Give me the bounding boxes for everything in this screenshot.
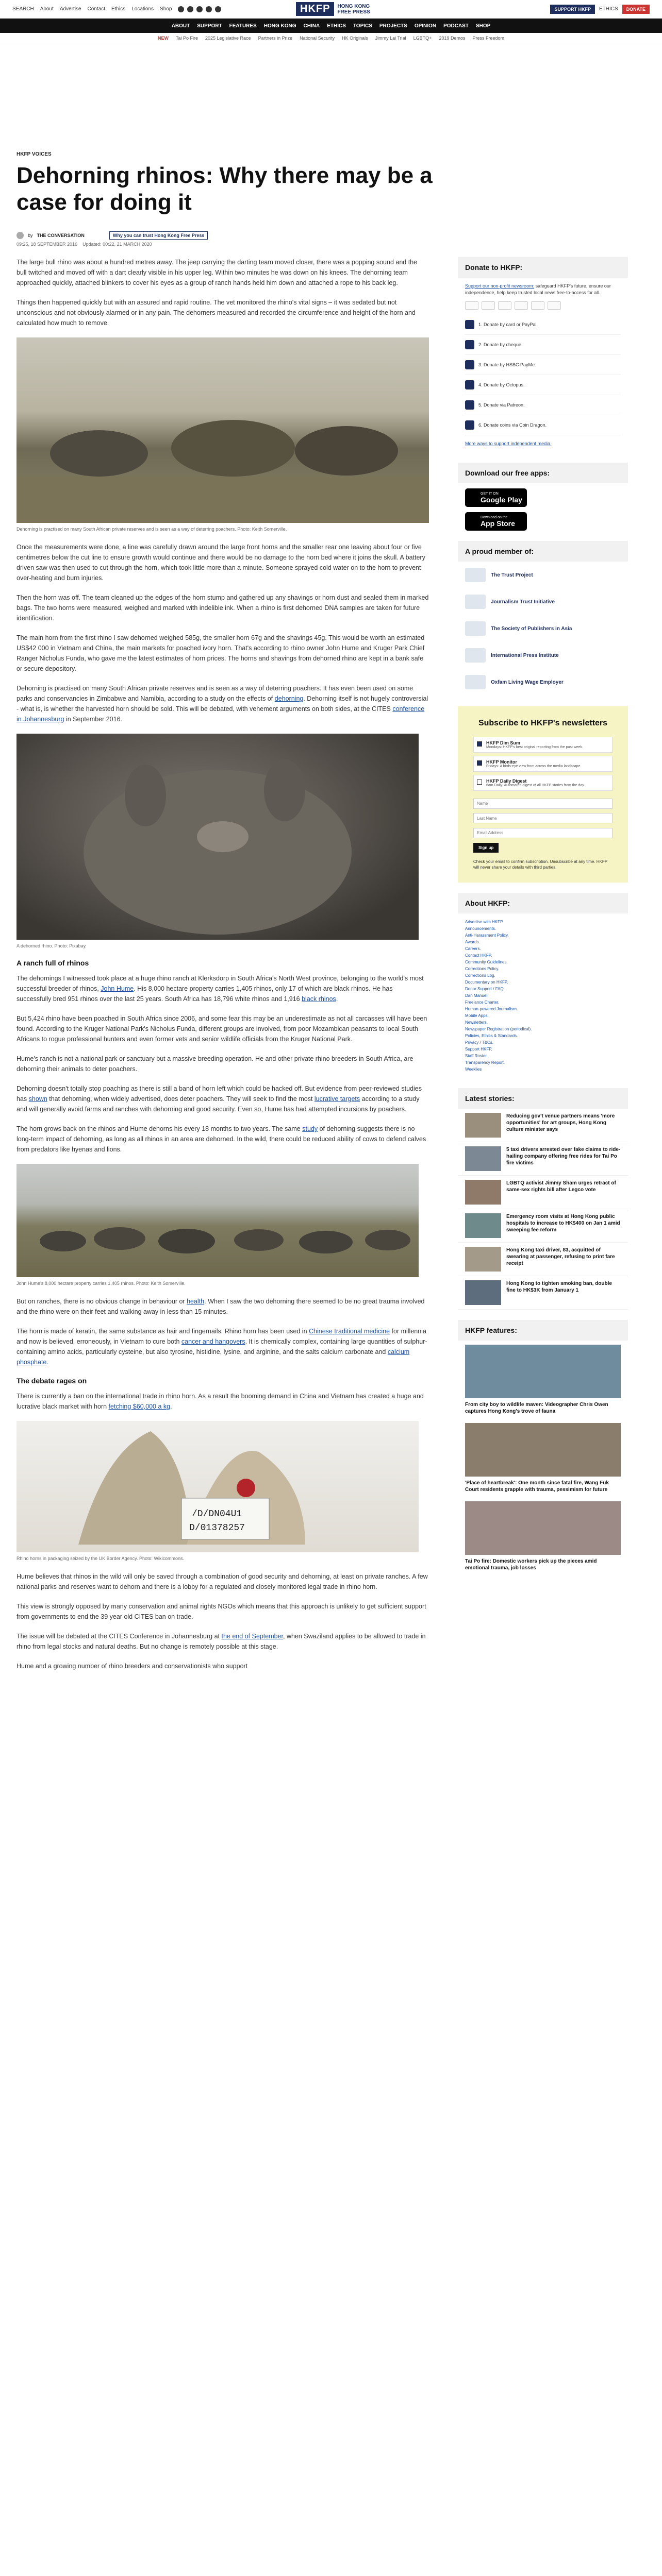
nav-shop[interactable]: SHOP (475, 23, 491, 29)
threads-icon[interactable] (215, 6, 221, 12)
text-run: according to a study and will generally avoid farms and ranches with dehorning and good security. Even so, Hume has had attempted incursions by poachers. (16, 1095, 420, 1113)
text-run: in September 2016. (64, 716, 123, 723)
about-item[interactable]: Privacy / T&Cs. (465, 1040, 493, 1045)
feature-title: 'Place of heartbreak': One month since fatal fire, Wang Fuk Court residents grapple with trauma, pessimism for future (465, 1480, 609, 1493)
name-input[interactable] (473, 799, 613, 809)
story-title: Emergency room visits at Hong Kong public hospitals to increase to HK$400 on Jan 1 amid sweeping fee reform (506, 1213, 620, 1233)
text-run: . (170, 1403, 172, 1410)
about-item[interactable]: Newsletters. (465, 1020, 488, 1025)
member-name: The Trust Project (491, 572, 533, 578)
about-block (458, 893, 628, 1078)
updated-date: Updated: 00:22, 21 MARCH 2020 (82, 242, 152, 247)
feature-title: From city boy to wildlife maven: Videographer Chris Owen captures Hong Kong's trove of fauna (465, 1401, 608, 1414)
more-ways-link[interactable]: More ways to support independent media. (465, 441, 552, 446)
nav-about[interactable]: ABOUT (171, 23, 190, 29)
donate-option[interactable] (465, 375, 621, 395)
member-name: The Society of Publishers in Asia (491, 625, 572, 632)
about-item[interactable]: Anti-Harassment Policy. (465, 933, 509, 938)
story-thumbnail (465, 1113, 501, 1138)
checkbox-checked[interactable] (477, 760, 482, 766)
horn-tag-line-1: /D/DN04U1 (192, 1509, 242, 1519)
author-avatar (16, 232, 24, 239)
about-item[interactable]: Advertise with HKFP. (465, 919, 504, 924)
newsletter-option[interactable] (473, 756, 613, 772)
study-link[interactable]: study (302, 1125, 318, 1132)
about-item[interactable]: Newspaper Registration (periodical). (465, 1026, 532, 1031)
member-name: Oxfam Living Wage Employer (491, 679, 564, 685)
latest-story[interactable] (458, 1276, 628, 1310)
content-layout (16, 257, 646, 1681)
applepay-icon (531, 301, 544, 310)
logo-line-1: HONG KONG (337, 3, 370, 9)
cancer-hangovers-link[interactable]: cancer and hangovers (181, 1338, 245, 1345)
about-item[interactable]: Corrections Policy. (465, 966, 500, 971)
subheading: A ranch full of rhinos (16, 959, 89, 967)
about-heading: About HKFP: (458, 893, 628, 913)
latest-story[interactable] (458, 1142, 628, 1176)
about-item[interactable]: Mobile Apps. (465, 1013, 489, 1018)
trending-item[interactable]: Partners in Prize (258, 35, 293, 41)
trending-item[interactable]: LGBTQ+ (413, 35, 432, 41)
donate-option[interactable] (465, 335, 621, 355)
black-rhinos-link[interactable]: black rhinos (302, 995, 336, 1003)
story-title: LGBTQ activist Jimmy Sham urges retract of same-sex rights bill after Legco vote (506, 1180, 616, 1193)
newsletter-desc: Mondays: HKFP's best original reporting from the past week. (486, 745, 584, 749)
about-item[interactable]: Support HKFP. (465, 1046, 492, 1052)
signup-button[interactable]: Sign up (473, 843, 499, 853)
apps-block (458, 463, 628, 531)
about-item[interactable]: Contact HKFP. (465, 953, 492, 958)
trust-project-logo (465, 568, 486, 582)
dehorned-rhino-image (16, 734, 419, 940)
paragraph (16, 973, 429, 1004)
article-title: Dehorning rhinos: Why there may be a case for doing it (16, 163, 433, 215)
story-title: Hong Kong taxi driver, 83, acquitted of swearing at passenger, refusing to print fare receipt (506, 1247, 615, 1266)
support-button[interactable]: SUPPORT HKFP (550, 5, 595, 14)
text-run: The issue will be debated at the CITES Conference in Johannesburg at (16, 1633, 222, 1640)
image-caption: A dehorned rhino. Photo: Pixabay. (16, 943, 87, 948)
lucrative-targets-link[interactable]: lucrative targets (314, 1095, 360, 1103)
nav-support[interactable]: SUPPORT (197, 23, 222, 29)
card-icon (465, 320, 474, 329)
herd-illustration (16, 1164, 419, 1277)
trending-item[interactable]: Jimmy Lai Trial (375, 35, 406, 41)
trending-nav (0, 33, 662, 43)
nav-china[interactable]: CHINA (303, 23, 320, 29)
by-label: by (28, 233, 33, 238)
member-name: International Press Institute (491, 652, 559, 658)
coin-icon (465, 420, 474, 430)
price-link[interactable]: fetching $60,000 a kg (108, 1403, 171, 1410)
text-run: . (46, 1359, 48, 1366)
feature-story[interactable] (458, 1497, 628, 1575)
trending-item[interactable]: 2025 Legislative Race (205, 35, 251, 41)
nav-hong-kong[interactable]: HONG KONG (263, 23, 296, 29)
features-block (458, 1320, 628, 1575)
paragraph: Hume believes that rhinos in the wild will only be saved through a combination of good security and dehorning, at least on private ranches. A few national parks and reserves want to dehorn and there is a lobby for a regulated and closely monitored legal trade in rhino horn. (16, 1573, 428, 1590)
donate-body (458, 278, 628, 452)
octopus-icon (465, 380, 474, 389)
donate-button[interactable]: DONATE (622, 5, 650, 14)
logo-line-2: FREE PRESS (337, 9, 370, 15)
top-bar (0, 0, 662, 19)
trending-item[interactable]: Tai Po Fire (175, 35, 198, 41)
latest-story[interactable] (458, 1109, 628, 1142)
about-list (458, 913, 628, 1078)
feature-story[interactable] (458, 1419, 628, 1497)
payment-icons (465, 301, 621, 310)
member-trust-project[interactable] (458, 562, 628, 588)
jti-logo (465, 595, 486, 609)
trending-item[interactable]: HK Originals (342, 35, 368, 41)
amex-icon (498, 301, 511, 310)
gp-big: Google Play (481, 495, 522, 504)
social-icons (178, 6, 221, 12)
john-hume-link[interactable]: John Hume (101, 985, 134, 992)
site-logo[interactable] (296, 2, 370, 16)
donate-option-label: 4. Donate by Octopus. (478, 382, 525, 387)
text-run: Dehorning doesn't totally stop poaching as there is still a band of horn left which could be hacked off. But evidence from peer-reviewed studies has (16, 1085, 422, 1103)
latest-heading: Latest stories: (458, 1088, 628, 1109)
latest-block (458, 1088, 628, 1310)
main-nav (0, 19, 662, 33)
donate-option[interactable] (465, 355, 621, 375)
image-caption: John Hume's 8,000 hectare property carries 1,405 rhinos. Photo: Keith Somerville. (16, 1281, 186, 1286)
story-thumbnail (465, 1213, 501, 1238)
text-run: The horn grows back on the rhinos and Hume dehorns his every 18 months to two years. The same (16, 1125, 303, 1132)
about-item[interactable]: Weeklies (465, 1066, 482, 1072)
newsletter-heading: Subscribe to HKFP's newsletters (478, 719, 608, 727)
ethics-button[interactable]: ETHICS (599, 6, 618, 12)
story-thumbnail (465, 1146, 501, 1171)
paragraph: Hume's ranch is not a national park or sanctuary but a massive breeding operation. He and other private rhino breeders in South Africa, are dehorning their animals to deter poachers. (16, 1055, 413, 1073)
about-item[interactable]: Staff Roster. (465, 1053, 488, 1058)
newsletter-option[interactable] (473, 775, 613, 791)
text-run: But on ranches, there is no obvious change in behaviour or (16, 1298, 187, 1305)
about-item[interactable]: Freelance Charter. (465, 999, 500, 1005)
ipi-logo (465, 648, 486, 663)
about-link[interactable]: About (40, 6, 54, 12)
last-name-input[interactable] (473, 813, 613, 823)
locations-link[interactable]: Locations (131, 6, 154, 12)
nav-topics[interactable]: TOPICS (353, 23, 372, 29)
instagram-icon[interactable] (196, 6, 203, 12)
latest-story[interactable] (458, 1209, 628, 1243)
text-run: , when Swaziland applies to be allowed to trade in rhino from legal stocks and natural deaths. But no change is remotely possible at this stage. (16, 1633, 426, 1650)
rhino-face-illustration (16, 734, 419, 940)
member-sopa[interactable] (458, 615, 628, 642)
paragraph: This view is strongly opposed by many conservation and animal rights NGOs which means that this approach is unlikely to get sufficient support from governments to end the 39 year old CITES ban on trade. (16, 1603, 426, 1620)
search-link[interactable]: SEARCH (12, 6, 34, 12)
app-store-button[interactable] (465, 512, 527, 531)
health-link[interactable]: health (187, 1298, 205, 1305)
paragraph (16, 1391, 429, 1412)
text-run: The dehornings I witnessed took place at a huge rhino ranch at Klerksdorp in South Africa's North West province, belonging to the world's most successful breeder of rhinos, (16, 975, 424, 992)
image-caption: Dehorning is practised on many South African private reserves and is seen as a way of deterring poachers. Photo: Keith Somerville. (16, 527, 287, 532)
text-run: Dehorning is practised on many South African private reserves and is seen as a way of deterring poachers. It has even been used on some parks and conservancies in Zimbabwe and Namibia, according to a study on the effects of (16, 685, 413, 702)
donate-text: safeguard HKFP's future, ensure our independence, help keep trusted local news free-to-access for all. (465, 283, 611, 295)
paragraph (16, 1124, 429, 1155)
paragraph (16, 1326, 429, 1367)
nav-ethics[interactable]: ETHICS (327, 23, 346, 29)
about-item[interactable]: Announcements. (465, 926, 496, 931)
end-of-september-link[interactable]: the end of September (221, 1633, 283, 1640)
advertise-link[interactable]: Advertise (59, 6, 81, 12)
text-run: The horn is made of keratin, the same substance as hair and fingernails. Rhino horn has been used in (16, 1328, 309, 1335)
about-item[interactable]: Corrections Log. (465, 973, 495, 978)
member-jti[interactable] (458, 588, 628, 615)
text-run: . It is chemically complex, containing large quantities of sulphur-containing amino acids, particularly cysteine, but also tyrosine, histidine, lysine, and arginine, and the salts calcium carbonate and (16, 1338, 427, 1355)
cheque-icon (465, 340, 474, 349)
feature-image (465, 1345, 621, 1398)
page-container (16, 151, 646, 1681)
shown-link[interactable]: shown (28, 1095, 47, 1103)
new-badge: NEW (157, 35, 169, 41)
latest-story[interactable] (458, 1176, 628, 1209)
member-name: Journalism Trust Initiative (491, 599, 555, 605)
email-input[interactable] (473, 828, 613, 838)
published-date: 09:25, 18 SEPTEMBER 2016 (16, 242, 78, 247)
patreon-icon (465, 400, 474, 410)
about-item[interactable]: Transparency Report. (465, 1060, 505, 1065)
story-title: Reducing gov't venue partners means 'more opportunities' for art groups, Hong Kong culture minister says (506, 1113, 615, 1132)
seized-horns-image (16, 1421, 419, 1552)
cites-link[interactable]: conference in Johannesburg (16, 705, 425, 723)
members-heading: A proud member of: (458, 541, 628, 562)
as-small: Download on the (481, 515, 508, 519)
top-links (12, 6, 280, 12)
paragraph: Things then happened quickly but with an assured and rapid routine. The vet monitored the rhino's vital signs – it was sedated but not unconscious and not obviously alarmed or in any pain. The dehorners measured and recorded the circumference and height of the horn and calculated how much to remove. (16, 299, 416, 327)
features-heading: HKFP features: (458, 1320, 628, 1341)
support-newsroom-link[interactable]: Support our non-profit newsroom: (465, 283, 535, 289)
paragraph: Then the horn was off. The team cleaned up the edges of the horn stump and gathered up any shavings or horn dust and sealed them in marked bags. The two horns were measured, weighed and marked with indelible ink. When a rhino is first dehorned DNA samples are taken for future identification. (16, 594, 429, 622)
mastercard-icon (482, 301, 495, 310)
googlepay-icon (548, 301, 561, 310)
feature-image (465, 1423, 621, 1477)
paragraph (16, 1083, 429, 1114)
newsletter-desc: 6am Daily: Automated digest of all HKFP stories from the day. (486, 784, 585, 787)
oxfam-logo (465, 675, 486, 689)
checkbox-unchecked[interactable] (477, 779, 482, 785)
story-thumbnail (465, 1247, 501, 1272)
horns-illustration (16, 1421, 419, 1552)
google-play-button[interactable] (465, 488, 527, 507)
text-run: . (336, 995, 338, 1003)
facebook-icon[interactable] (187, 6, 193, 12)
contact-link[interactable]: Contact (87, 6, 105, 12)
paragraph (16, 1296, 429, 1317)
dehorning-link[interactable]: dehorning (274, 695, 304, 702)
as-big: App Store (481, 519, 515, 528)
newsletter-title: HKFP Monitor (486, 759, 517, 765)
apps-heading: Download our free apps: (458, 463, 628, 483)
donate-option-label: 2. Donate by cheque. (478, 342, 523, 347)
donate-option-label: 6. Donate coins via Coin Dragon. (478, 422, 547, 428)
section-label[interactable]: HKFP VOICES (16, 151, 52, 157)
text-run: of dehorning suggests there is no long-term impact of dehorning, as long as all rhinos in an area are dehorned. In the wild, there could be reduced ability of cows to defend calves from predators like hyenas and lions. (16, 1125, 426, 1153)
about-item[interactable]: Policies, Ethics & Standards. (465, 1033, 518, 1038)
text-run: for millennia and now is believed, erroneously, in Vietnam to cure both (16, 1328, 426, 1345)
newsletter-title: HKFP Dim Sum (486, 740, 520, 745)
trust-button[interactable]: Why you can trust Hong Kong Free Press (109, 231, 208, 240)
text-run: that dehorning, when widely advertised, does deter poachers. They will seek to find the most (47, 1095, 315, 1103)
about-item[interactable]: Careers. (465, 946, 481, 951)
nav-opinion[interactable]: OPINION (414, 23, 437, 29)
latest-story[interactable] (458, 1243, 628, 1276)
nav-features[interactable]: FEATURES (229, 23, 257, 29)
author-link[interactable]: THE CONVERSATION (37, 233, 85, 238)
calcium-phosphate-link[interactable]: calcium phosphate (16, 1348, 410, 1366)
ethics-link[interactable]: Ethics (111, 6, 126, 12)
paragraph: The main horn from the first rhino I saw dehorned weighed 585g, the smaller horn 67g and the shavings 45g. This would be worth an estimated US$42 000 in Vietnam and China, the main markets for poached ivory horn. That's according to rhino owner John Hume and Kruger Park Chief Ranger Nicholus Funda, who gave me the latest estimates of horn prices. The horns and shavings from dehorned rhino are kept in a bank safe or secure depository. (16, 634, 425, 672)
trending-item[interactable]: National Security (300, 35, 335, 41)
paragraph (16, 683, 429, 724)
text-run: There is currently a ban on the international trade in rhino horn. As a result the booming demand in China and Vietnam has created a huge and lucrative black market with horn (16, 1393, 424, 1410)
newsletter-desc: Fridays: A birds-eye view from across the media landscape. (486, 765, 582, 768)
donate-option-label: 1. Donate by card or PayPal. (478, 321, 538, 327)
donate-option[interactable] (465, 315, 621, 335)
paragraph: But 5,424 rhino have been poached in South Africa since 2006, and some fear this may be an underestimate as not all carcasses will have been found. According to the Kruger National Park's Nicholus Funda, different groups are involved, from poor Mozambican peasants to local South Africans to rogue professional hunters and even former vets and senior wildlife officials from the Kruger National Park. (16, 1015, 427, 1043)
story-title: 5 taxi drivers arrested over fake claims to ride-hailing company offering free rides for Tai Po fire victims (506, 1146, 621, 1166)
paypal-icon (515, 301, 528, 310)
newsletter-option[interactable] (473, 737, 613, 753)
about-item[interactable]: Awards. (465, 939, 480, 944)
top-actions (550, 5, 650, 14)
donate-option[interactable] (465, 395, 621, 415)
twitter-icon[interactable] (178, 6, 184, 12)
newsletter-block (458, 706, 628, 883)
gp-small: GET IT ON (481, 492, 499, 496)
donate-option-label: 3. Donate by HSBC PayMe. (478, 362, 536, 367)
story-title: Hong Kong to tighten smoking ban, double fine to HK$3K from January 1 (506, 1280, 612, 1293)
checkbox-checked[interactable] (477, 741, 482, 747)
rhinos-in-field-image (16, 337, 429, 523)
sidebar (458, 257, 628, 1681)
story-thumbnail (465, 1280, 501, 1305)
paragraph: Hume and a growing number of rhino breeders and conservationists who support (16, 1663, 248, 1670)
visa-icon (465, 301, 478, 310)
feature-story[interactable] (458, 1341, 628, 1419)
text-run: . When I saw the two dehorning there seemed to be no great trauma involved and the rhino were on their feet and walking away in less than 15 minutes. (16, 1298, 425, 1315)
members-block (458, 541, 628, 696)
trending-item[interactable]: 2019 Demos (439, 35, 466, 41)
about-item[interactable]: Human-powered Journalism. (465, 1006, 518, 1011)
hkfp-logo-text (337, 4, 370, 15)
text-run: . His 8,000 hectare property carries 1,405 rhinos, only 17 of which are black rhinos. He has successfully bred 951 rhinos over the last 25 years. South Africa has 18,796 white rhinos and 1,916 (16, 985, 393, 1003)
shop-link[interactable]: Shop (160, 6, 172, 12)
payme-icon (465, 360, 474, 369)
member-ipi[interactable] (458, 642, 628, 669)
donate-heading: Donate to HKFP: (458, 257, 628, 278)
newsletter-note: Check your email to confirm subscription. Unsubscribe at any time. HKFP will never share your details with third parties. (473, 859, 607, 870)
about-item[interactable]: Donor Support / FAQ. (465, 986, 505, 991)
newsletter-title: HKFP Daily Digest (486, 778, 527, 784)
paragraph: Once the measurements were done, a line was carefully drawn around the large front horns and the smaller rear one leaving about four or five centimetres below the cut line to ensure growth would continue and there would be no damage to the horn bed where it joins the skull. A battery driven saw was then used to cut through the horn, which took little more than a minute. Someone sprayed cold water on to the horn to prevent over-heating and burn injuries. (16, 544, 425, 582)
about-item[interactable]: Documentary on HKFP. (465, 979, 508, 985)
nav-podcast[interactable]: PODCAST (443, 23, 469, 29)
paragraph (16, 1631, 429, 1652)
feature-image (465, 1501, 621, 1555)
rhino-herd-image (16, 1164, 419, 1277)
text-run: . Dehorning itself is not hugely controversial - what is, is whether the harvested horn should be sold. This will be debated, with vehement arguments on both sides, at the CITES (16, 695, 428, 713)
donate-block (458, 257, 628, 452)
image-caption: Rhino horns in packaging seized by the UK Border Agency. Photo: Wikicommons. (16, 1556, 184, 1561)
donate-option[interactable] (465, 415, 621, 435)
byline (16, 231, 646, 240)
article-body (16, 257, 429, 1681)
rhinos-photo-illustration (16, 337, 429, 523)
paragraph: The large bull rhino was about a hundred metres away. The jeep carrying the darting team moved closer, there was a popping sound and the bull twitched and moved off with a dart clearly visible in his upper leg. Within two minutes he was down on his knees. The dehorning team approached quickly, attached blinkers to cover his eyes as a group of ranch hands held him down and attached a rope to his back leg. (16, 259, 418, 286)
chinese-medicine-link[interactable]: Chinese traditional medicine (309, 1328, 390, 1335)
about-item[interactable]: Dan Manuel. (465, 993, 489, 998)
about-item[interactable]: Community Guidelines. (465, 959, 508, 964)
trending-item[interactable]: Press Freedom (472, 35, 504, 41)
feature-title: Tai Po fire: Domestic workers pick up the pieces amid emotional trauma, job losses (465, 1558, 597, 1571)
horn-tag-line-2: D/01378257 (189, 1523, 245, 1533)
nav-projects[interactable]: PROJECTS (379, 23, 407, 29)
youtube-icon[interactable] (206, 6, 212, 12)
member-oxfam[interactable] (458, 669, 628, 696)
hkfp-logo-mark: HKFP (296, 2, 334, 16)
donate-option-label: 5. Donate via Patreon. (478, 402, 525, 408)
subheading: The debate rages on (16, 1377, 87, 1385)
article-dates (16, 242, 646, 247)
sopa-logo (465, 621, 486, 636)
story-thumbnail (465, 1180, 501, 1205)
